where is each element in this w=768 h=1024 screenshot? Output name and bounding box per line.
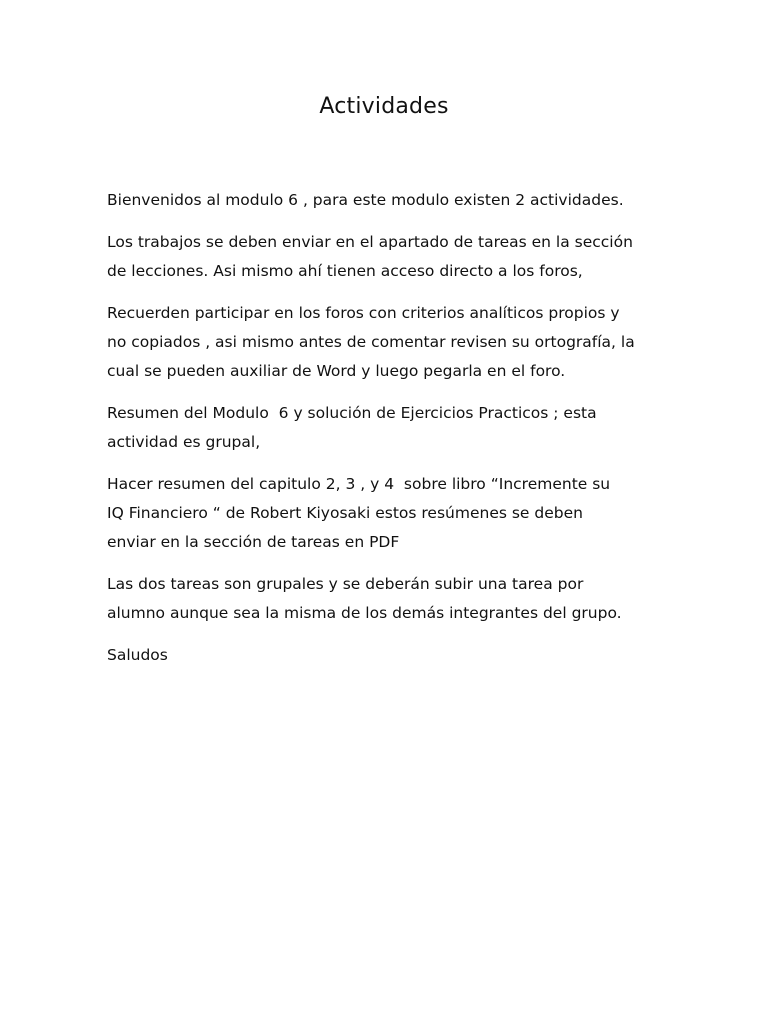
page-title: Actividades — [319, 94, 449, 119]
document-body — [107, 186, 667, 683]
paragraph-submission: Los trabajos se deben enviar en el apartado de tareas en la sección de lecciones. Asi mismo ahí tienen acceso directo a los foros, — [107, 233, 633, 280]
paragraph-closing: Saludos — [107, 646, 168, 664]
paragraph-group-tasks: Las dos tareas son grupales y se deberán subir una tarea por alumno aunque sea la misma de los demás integrantes del grupo. — [107, 575, 622, 622]
paragraph-activity-summary: Resumen del Modulo 6 y solución de Ejercicios Practicos ; esta actividad es grupal, — [107, 404, 597, 451]
paragraph-welcome: Bienvenidos al modulo 6 , para este modulo existen 2 actividades. — [107, 191, 624, 209]
paragraph-forums: Recuerden participar en los foros con criterios analíticos propios y no copiados , asi mismo antes de comentar revisen su ortografía, la cual se pueden auxiliar de Word y luego pegarla en el foro. — [107, 304, 635, 380]
paragraph-book-summary: Hacer resumen del capitulo 2, 3 , y 4 sobre libro “Incremente su IQ Financiero “ de Robert Kiyosaki estos resúmenes se deben enviar en la sección de tareas en PDF — [107, 475, 611, 551]
